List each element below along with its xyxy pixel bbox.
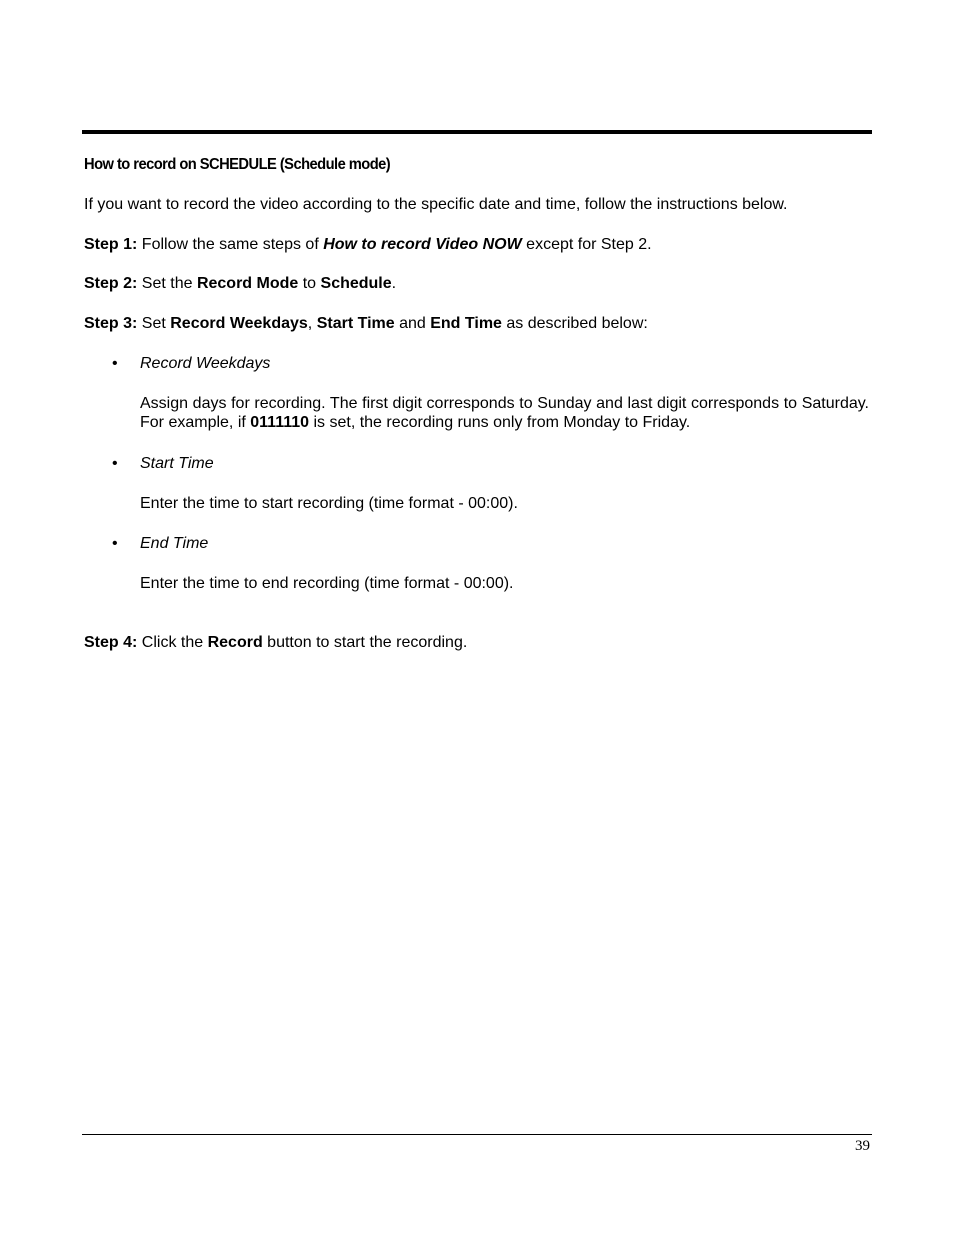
- step-2-label: Step 2:: [84, 275, 138, 292]
- step-2-bold-a: Record Mode: [196, 275, 299, 292]
- bullet-title-start-time: [140, 454, 214, 473]
- step-3: [84, 314, 648, 333]
- step-3-text-b: ,: [307, 315, 317, 332]
- step-2-bold-b: Schedule: [320, 275, 392, 292]
- step-1: [84, 235, 652, 254]
- desc-bold-value: 0111110: [250, 414, 310, 431]
- step-4-label: Step 4:: [84, 634, 138, 651]
- step-3-label: Step 3:: [84, 315, 138, 332]
- step-3-text-c: and: [394, 315, 431, 332]
- step-4-bold-a: Record: [207, 634, 263, 651]
- step-2-text-a: Set the: [137, 275, 197, 292]
- intro-paragraph: If you want to record the video according to the specific date and time, follow the instructions below.: [84, 196, 788, 213]
- step-4-text-a: Click the: [137, 634, 208, 651]
- desc-text-a: Assign days for recording. The first digit corresponds to Sunday and last digit corresponds to Saturday. For example, if: [140, 395, 869, 431]
- bullet-marker: •: [112, 535, 118, 552]
- bullet-marker: •: [112, 355, 118, 372]
- bullet-title-text: Start Time: [140, 455, 214, 472]
- step-2: [84, 274, 396, 293]
- bullet-marker: •: [112, 455, 118, 472]
- page-number: 39: [855, 1138, 870, 1154]
- section-heading: How to record on SCHEDULE (Schedule mode): [84, 156, 391, 173]
- step-3-text-d: as described below:: [501, 315, 648, 332]
- step-4: [84, 633, 467, 652]
- step-3-bold-c: End Time: [430, 315, 502, 332]
- bullet-desc-end-time: Enter the time to end recording (time format - 00:00).: [140, 575, 514, 592]
- footer-rule: [82, 1134, 872, 1135]
- bullet-desc-record-weekdays: [140, 394, 869, 432]
- step-3-text-a: Set: [137, 315, 171, 332]
- step-3-bold-a: Record Weekdays: [170, 315, 308, 332]
- step-1-text-a: Follow the same steps of: [137, 236, 324, 253]
- desc-text-b: is set, the recording runs only from Monday to Friday.: [309, 414, 691, 431]
- bullet-title-text: Record Weekdays: [140, 355, 271, 372]
- top-rule: [82, 130, 872, 134]
- step-1-label: Step 1:: [84, 236, 138, 253]
- step-4-text-b: button to start the recording.: [262, 634, 468, 651]
- bullet-title-text: End Time: [140, 535, 209, 552]
- step-2-text-b: to: [298, 275, 321, 292]
- step-2-text-c: .: [391, 275, 397, 292]
- bullet-desc-start-time: Enter the time to start recording (time format - 00:00).: [140, 495, 518, 512]
- step-1-reference: How to record Video NOW: [323, 236, 522, 253]
- step-1-text-b: except for Step 2.: [521, 236, 652, 253]
- bullet-title-record-weekdays: [140, 354, 270, 373]
- bullet-title-end-time: [140, 534, 208, 553]
- step-3-bold-b: Start Time: [316, 315, 395, 332]
